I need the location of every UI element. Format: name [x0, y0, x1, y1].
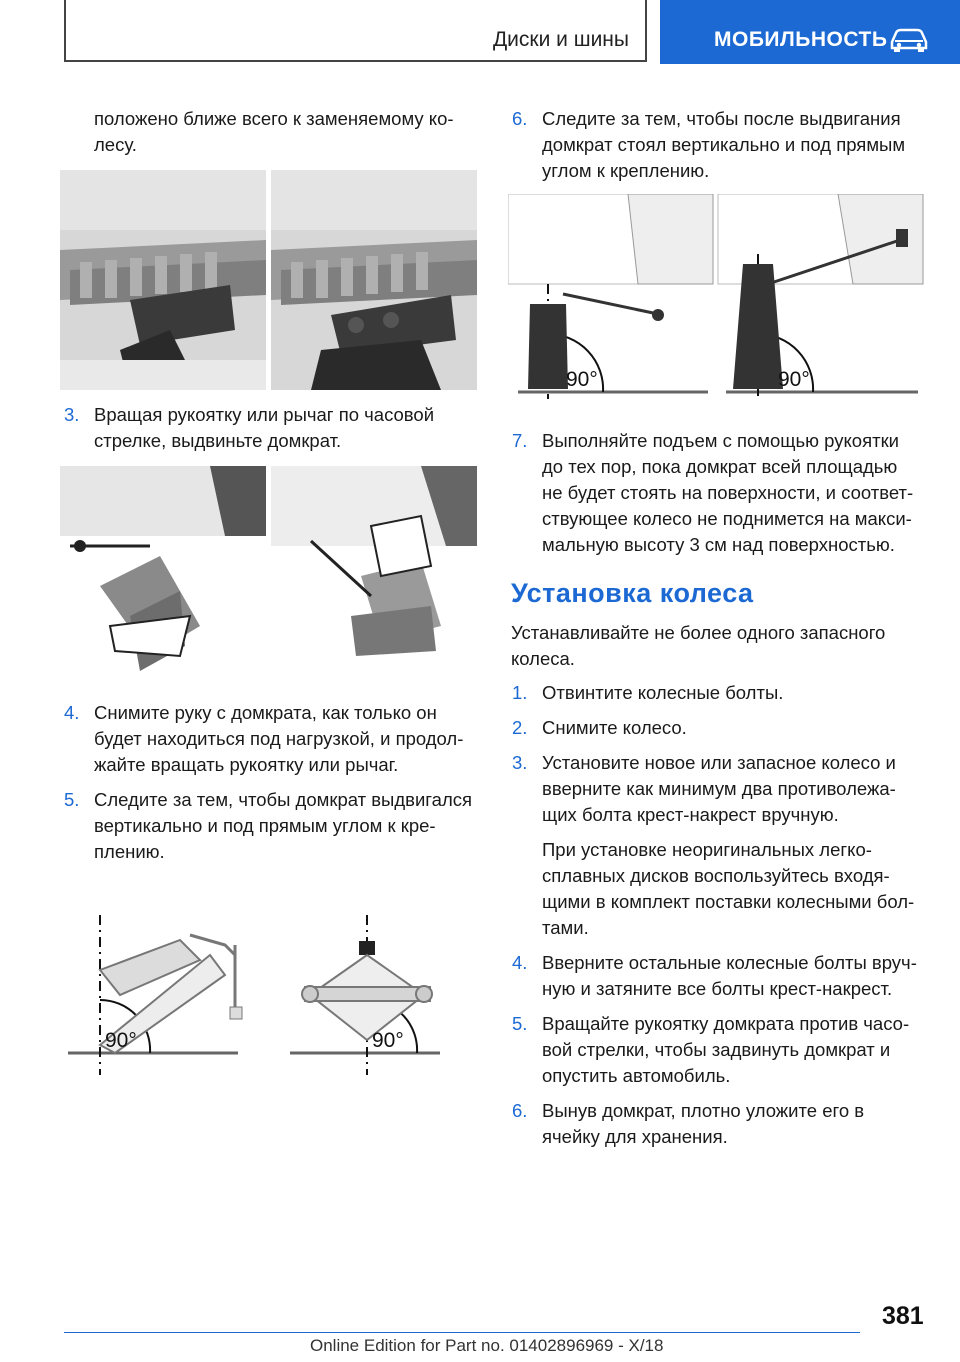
right-intro [511, 620, 931, 672]
left-step-3 [62, 402, 482, 454]
angle-label: 90° [105, 1029, 137, 1052]
step-text: вертикально и под прямым углом к кре- [94, 815, 436, 836]
step-text: не будет стоять на поверхности, и соответ- [542, 482, 914, 503]
step-number: 1. [512, 682, 528, 703]
step-note: При установке неоригинальных легко- [542, 839, 872, 860]
intro-line: лесу. [94, 134, 137, 155]
left-steps-4-5 [62, 700, 482, 865]
angle-label: 90° [778, 368, 810, 391]
step-text: опустить автомобиль. [542, 1065, 731, 1086]
footer-divider [64, 1332, 860, 1333]
step-text: Снимите колесо. [542, 717, 687, 738]
step-number: 6. [512, 1100, 528, 1121]
step-text: Вращайте рукоятку домкрата против часо- [542, 1013, 910, 1034]
step-text: Вверните остальные колесные болты вруч- [542, 952, 917, 973]
step-text: ячейку для хранения. [542, 1126, 728, 1147]
step-text: плению. [94, 841, 165, 862]
step-number: 4. [64, 702, 80, 723]
jack-photo-1b [271, 170, 477, 390]
step-note: сплавных дисков воспользуйтесь входя- [542, 865, 890, 886]
step-text: Отвинтите колесные болты. [542, 682, 784, 703]
step-text: Следите за тем, чтобы домкрат выдвигался [94, 789, 473, 810]
intro-line: положено ближе всего к заменяемому ко- [94, 108, 454, 129]
step-text: Вращая рукоятку или рычаг по часовой [94, 404, 435, 425]
step-text: вверните как минимум два противолежа- [542, 778, 896, 799]
step-note: тами. [542, 917, 589, 938]
right-step-7 [510, 428, 930, 558]
section-heading [511, 578, 931, 609]
step-text: Следите за тем, чтобы после выдвигания [542, 108, 901, 129]
left-intro [94, 106, 484, 158]
step-number: 5. [64, 789, 80, 810]
step-text: домкрат стоял вертикально и под прямым [542, 134, 906, 155]
step-text: стрелке, выдвиньте домкрат. [94, 430, 342, 451]
step-text: вой стрелки, чтобы задвинуть домкрат и [542, 1039, 891, 1060]
step-note: щими в комплект поставки колесными бол- [542, 891, 915, 912]
page-number: 381 [882, 1302, 924, 1330]
header-section-tab [64, 0, 647, 62]
section-title: Диски и шины [492, 28, 629, 51]
install-steps [510, 680, 930, 1150]
jack-angle-diagram-right [508, 194, 928, 399]
step-text: ную и затяните все болты крест-накрест. [542, 978, 893, 999]
jack-photo-2a [60, 466, 266, 681]
car-icon [888, 26, 930, 52]
edition-text: Online Edition for Part no. 01402896969 - X/18 [310, 1336, 664, 1355]
chapter-title: МОБИЛЬНОСТЬ [714, 28, 888, 51]
angle-label: 90° [566, 368, 598, 391]
step-text: ствующее колесо не поднимется на макси- [542, 508, 912, 529]
heading-install-wheel: Установка колеса [511, 578, 754, 608]
jack-angle-diagram-left [60, 915, 480, 1075]
step-number: 3. [512, 752, 528, 773]
step-text: мальную высоту 3 см над поверхностью. [542, 534, 895, 555]
angle-label: 90° [372, 1029, 404, 1052]
step-number: 6. [512, 108, 528, 129]
header-chapter-tab [660, 0, 960, 64]
step-text: Снимите руку с домкрата, как только он [94, 702, 437, 723]
step-number: 4. [512, 952, 528, 973]
jack-photo-1a [60, 170, 266, 390]
step-text: Вынув домкрат, плотно уложите его в [542, 1100, 865, 1121]
step-number: 7. [512, 430, 528, 451]
step-text: Установите новое или запасное колесо и [542, 752, 896, 773]
right-step-6 [510, 106, 930, 184]
step-text: будет находиться под нагрузкой, и продол- [94, 728, 464, 749]
step-number: 2. [512, 717, 528, 738]
jack-photo-2b [271, 466, 477, 681]
intro-line: Устанавливайте не более одного запасного [511, 622, 886, 643]
step-number: 5. [512, 1013, 528, 1034]
step-text: углом к креплению. [542, 160, 710, 181]
step-text: жайте вращать рукоятку или рычаг. [94, 754, 399, 775]
step-text: до тех пор, пока домкрат всей площадью [542, 456, 898, 477]
step-text: щих болта крест-накрест вручную. [542, 804, 839, 825]
step-text: Выполняйте подъем с помощью рукоятки [542, 430, 900, 451]
step-number: 3. [64, 404, 80, 425]
intro-line: колеса. [511, 648, 575, 669]
